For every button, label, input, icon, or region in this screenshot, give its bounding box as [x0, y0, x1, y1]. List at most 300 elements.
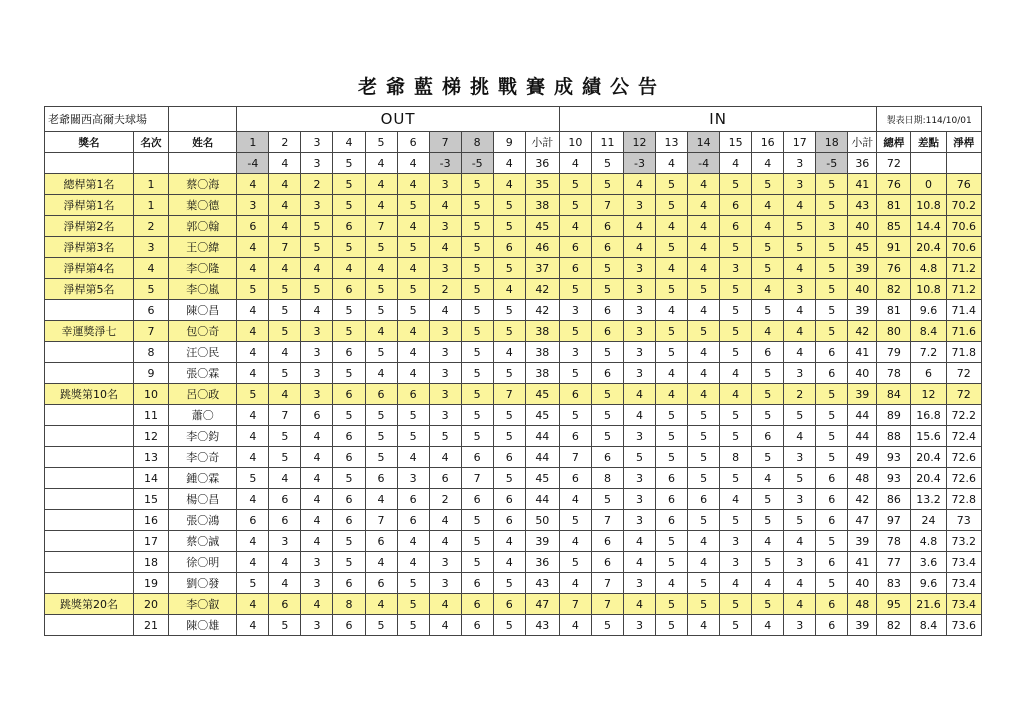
score-cell: 4 — [784, 321, 816, 342]
score-cell: 5 — [333, 363, 365, 384]
player-name: 徐〇明 — [169, 552, 237, 573]
gross-score: 79 — [877, 342, 911, 363]
score-cell: 4 — [752, 615, 784, 636]
score-cell: 4 — [237, 531, 269, 552]
par-value: -4 — [688, 153, 720, 174]
player-row — [45, 531, 982, 552]
hole-header: 10 — [559, 132, 591, 153]
score-cell: 5 — [720, 615, 752, 636]
par-blank — [946, 153, 981, 174]
score-cell: 5 — [720, 342, 752, 363]
score-cell: 5 — [461, 237, 493, 258]
score-cell: 5 — [656, 342, 688, 363]
par-blank — [911, 153, 946, 174]
score-cell: 5 — [816, 384, 848, 405]
score-cell: 2 — [429, 279, 461, 300]
score-cell: 6 — [591, 321, 623, 342]
score-cell: 7 — [591, 573, 623, 594]
score-cell: 5 — [237, 279, 269, 300]
score-cell: 5 — [656, 174, 688, 195]
score-cell: 7 — [269, 237, 301, 258]
score-cell: 4 — [623, 594, 655, 615]
score-cell: 2 — [429, 489, 461, 510]
score-cell: 3 — [429, 384, 461, 405]
gross-score: 77 — [877, 552, 911, 573]
score-cell: 3 — [429, 258, 461, 279]
par-value: 5 — [333, 153, 365, 174]
score-cell: 4 — [688, 258, 720, 279]
score-cell: 4 — [493, 174, 525, 195]
score-cell: 5 — [656, 531, 688, 552]
award-cell: 淨桿第4名 — [45, 258, 134, 279]
score-cell: 5 — [816, 321, 848, 342]
score-cell: 5 — [720, 426, 752, 447]
score-cell: 7 — [591, 510, 623, 531]
score-cell: 5 — [784, 216, 816, 237]
net-score: 72.6 — [946, 447, 981, 468]
score-cell: 4 — [301, 300, 333, 321]
out-subtotal: 44 — [525, 426, 559, 447]
award-cell: 幸運獎淨七 — [45, 321, 134, 342]
score-cell: 3 — [301, 363, 333, 384]
score-cell: 6 — [237, 510, 269, 531]
player-name: 陳〇雄 — [169, 615, 237, 636]
score-cell: 6 — [752, 342, 784, 363]
gross-header: 總桿 — [877, 132, 911, 153]
score-cell: 4 — [656, 363, 688, 384]
score-cell: 5 — [752, 510, 784, 531]
in-subtotal: 47 — [848, 510, 877, 531]
score-cell: 6 — [493, 237, 525, 258]
score-cell: 4 — [752, 573, 784, 594]
score-cell: 5 — [397, 237, 429, 258]
gross-score: 78 — [877, 531, 911, 552]
score-cell: 5 — [656, 552, 688, 573]
award-header: 獎名 — [45, 132, 134, 153]
score-cell: 3 — [429, 573, 461, 594]
net-score: 72.6 — [946, 468, 981, 489]
net-header: 淨桿 — [946, 132, 981, 153]
net-score: 70.6 — [946, 216, 981, 237]
handicap-value: 20.4 — [911, 468, 946, 489]
out-subtotal: 46 — [525, 237, 559, 258]
award-cell: 淨桿第1名 — [45, 195, 134, 216]
par-out-subtotal: 36 — [525, 153, 559, 174]
hole-header: 15 — [720, 132, 752, 153]
in-subtotal: 43 — [848, 195, 877, 216]
score-cell: 5 — [688, 594, 720, 615]
rank-cell: 14 — [133, 468, 168, 489]
score-cell: 6 — [461, 489, 493, 510]
score-cell: 4 — [397, 258, 429, 279]
score-cell: 5 — [591, 405, 623, 426]
par-value: -3 — [623, 153, 655, 174]
hole-header: 18 — [816, 132, 848, 153]
score-cell: 4 — [365, 489, 397, 510]
player-name: 張〇鴻 — [169, 510, 237, 531]
score-cell: 5 — [816, 279, 848, 300]
award-cell: 總桿第1名 — [45, 174, 134, 195]
score-cell: 3 — [559, 300, 591, 321]
rank-cell: 12 — [133, 426, 168, 447]
score-cell: 2 — [301, 174, 333, 195]
score-cell: 4 — [269, 342, 301, 363]
score-cell: 5 — [493, 615, 525, 636]
player-name: 李〇嵐 — [169, 279, 237, 300]
par-value: 4 — [656, 153, 688, 174]
score-cell: 5 — [461, 510, 493, 531]
handicap-value: 8.4 — [911, 321, 946, 342]
rank-cell: 16 — [133, 510, 168, 531]
award-cell — [45, 468, 134, 489]
award-cell: 跳獎第10名 — [45, 384, 134, 405]
net-score: 73.4 — [946, 552, 981, 573]
score-cell: 4 — [784, 531, 816, 552]
in-subtotal: 42 — [848, 489, 877, 510]
rank-cell: 17 — [133, 531, 168, 552]
out-subtotal: 42 — [525, 279, 559, 300]
score-cell: 6 — [333, 279, 365, 300]
score-cell: 5 — [301, 279, 333, 300]
in-subtotal: 40 — [848, 279, 877, 300]
score-cell: 4 — [784, 594, 816, 615]
score-cell: 6 — [237, 216, 269, 237]
score-cell: 4 — [720, 489, 752, 510]
score-cell: 6 — [656, 468, 688, 489]
par-value: 3 — [784, 153, 816, 174]
score-cell: 5 — [559, 405, 591, 426]
score-cell: 6 — [333, 573, 365, 594]
score-cell: 5 — [461, 279, 493, 300]
score-cell: 5 — [720, 174, 752, 195]
score-cell: 4 — [301, 468, 333, 489]
score-cell: 5 — [688, 447, 720, 468]
score-cell: 6 — [301, 405, 333, 426]
score-cell: 4 — [720, 573, 752, 594]
handicap-value: 9.6 — [911, 573, 946, 594]
score-cell: 5 — [237, 573, 269, 594]
score-cell: 4 — [429, 594, 461, 615]
score-cell: 5 — [461, 363, 493, 384]
score-cell: 5 — [461, 426, 493, 447]
award-cell: 淨桿第3名 — [45, 237, 134, 258]
hole-header: 9 — [493, 132, 525, 153]
score-cell: 4 — [623, 174, 655, 195]
net-score: 73.4 — [946, 573, 981, 594]
score-cell: 6 — [591, 363, 623, 384]
score-cell: 6 — [816, 363, 848, 384]
net-score: 71.6 — [946, 321, 981, 342]
score-cell: 3 — [559, 342, 591, 363]
award-cell — [45, 363, 134, 384]
venue-blank — [169, 107, 237, 132]
rank-header: 名次 — [133, 132, 168, 153]
out-section-label: OUT — [237, 107, 560, 132]
score-cell: 6 — [333, 615, 365, 636]
score-cell: 4 — [301, 489, 333, 510]
score-cell: 4 — [269, 174, 301, 195]
in-subtotal: 41 — [848, 342, 877, 363]
rank-cell: 3 — [133, 237, 168, 258]
score-cell: 4 — [784, 195, 816, 216]
par-value: 4 — [397, 153, 429, 174]
hole-header: 11 — [591, 132, 623, 153]
score-cell: 3 — [623, 615, 655, 636]
score-cell: 5 — [656, 279, 688, 300]
score-cell: 4 — [559, 615, 591, 636]
score-cell: 4 — [429, 510, 461, 531]
in-subtotal: 39 — [848, 615, 877, 636]
award-cell — [45, 510, 134, 531]
rank-cell: 15 — [133, 489, 168, 510]
score-cell: 4 — [301, 426, 333, 447]
score-cell: 5 — [559, 552, 591, 573]
score-cell: 5 — [461, 300, 493, 321]
score-cell: 5 — [269, 300, 301, 321]
score-cell: 5 — [559, 174, 591, 195]
score-cell: 5 — [333, 531, 365, 552]
score-cell: 3 — [784, 615, 816, 636]
score-cell: 4 — [688, 237, 720, 258]
score-cell: 6 — [461, 594, 493, 615]
score-cell: 4 — [237, 363, 269, 384]
score-cell: 4 — [365, 321, 397, 342]
in-subtotal: 41 — [848, 552, 877, 573]
handicap-value: 10.8 — [911, 195, 946, 216]
score-cell: 6 — [365, 468, 397, 489]
score-cell: 4 — [623, 384, 655, 405]
score-cell: 3 — [623, 426, 655, 447]
rank-cell: 5 — [133, 279, 168, 300]
score-cell: 4 — [752, 279, 784, 300]
score-cell: 5 — [752, 174, 784, 195]
rank-cell: 8 — [133, 342, 168, 363]
score-cell: 3 — [301, 573, 333, 594]
score-cell: 7 — [365, 216, 397, 237]
score-cell: 4 — [752, 216, 784, 237]
score-cell: 6 — [333, 216, 365, 237]
score-cell: 3 — [720, 552, 752, 573]
score-cell: 5 — [365, 279, 397, 300]
score-cell: 5 — [269, 426, 301, 447]
score-cell: 5 — [333, 300, 365, 321]
score-cell: 3 — [429, 342, 461, 363]
score-cell: 5 — [365, 405, 397, 426]
score-cell: 5 — [752, 363, 784, 384]
score-cell: 4 — [623, 405, 655, 426]
par-blank — [169, 153, 237, 174]
score-cell: 6 — [397, 510, 429, 531]
player-row — [45, 405, 982, 426]
in-subtotal: 40 — [848, 573, 877, 594]
net-score: 71.2 — [946, 258, 981, 279]
score-cell: 3 — [623, 342, 655, 363]
out-subtotal: 47 — [525, 594, 559, 615]
handicap-value: 20.4 — [911, 237, 946, 258]
score-cell: 3 — [623, 510, 655, 531]
score-cell: 4 — [237, 321, 269, 342]
score-cell: 8 — [591, 468, 623, 489]
score-cell: 5 — [591, 258, 623, 279]
net-score: 72.8 — [946, 489, 981, 510]
net-score: 72.4 — [946, 426, 981, 447]
in-subtotal: 39 — [848, 384, 877, 405]
score-cell: 5 — [397, 405, 429, 426]
player-row — [45, 363, 982, 384]
score-cell: 6 — [461, 615, 493, 636]
score-cell: 4 — [429, 300, 461, 321]
score-cell: 4 — [269, 195, 301, 216]
score-cell: 6 — [591, 531, 623, 552]
score-cell: 6 — [333, 426, 365, 447]
in-subtotal: 45 — [848, 237, 877, 258]
score-cell: 5 — [333, 237, 365, 258]
out-subtotal: 38 — [525, 195, 559, 216]
score-cell: 5 — [720, 594, 752, 615]
par-value: -5 — [816, 153, 848, 174]
score-cell: 5 — [397, 573, 429, 594]
score-cell: 5 — [720, 405, 752, 426]
gross-score: 81 — [877, 300, 911, 321]
par-value: 3 — [301, 153, 333, 174]
score-cell: 5 — [591, 174, 623, 195]
player-name: 包〇奇 — [169, 321, 237, 342]
in-subtotal: 39 — [848, 300, 877, 321]
score-cell: 4 — [397, 342, 429, 363]
player-row — [45, 216, 982, 237]
player-row — [45, 510, 982, 531]
net-score: 72 — [946, 384, 981, 405]
award-cell: 淨桿第5名 — [45, 279, 134, 300]
score-cell: 7 — [559, 594, 591, 615]
score-cell: 6 — [559, 426, 591, 447]
score-cell: 4 — [237, 342, 269, 363]
score-cell: 6 — [752, 426, 784, 447]
in-subtotal: 41 — [848, 174, 877, 195]
out-subtotal: 38 — [525, 321, 559, 342]
score-cell: 3 — [623, 279, 655, 300]
hole-header: 5 — [365, 132, 397, 153]
score-cell: 4 — [365, 594, 397, 615]
score-cell: 5 — [333, 405, 365, 426]
score-cell: 5 — [333, 195, 365, 216]
score-cell: 5 — [784, 405, 816, 426]
gross-score: 93 — [877, 447, 911, 468]
net-score: 71.4 — [946, 300, 981, 321]
score-cell: 4 — [429, 237, 461, 258]
score-cell: 6 — [333, 510, 365, 531]
score-cell: 5 — [461, 405, 493, 426]
score-cell: 5 — [333, 552, 365, 573]
player-row — [45, 279, 982, 300]
score-cell: 5 — [591, 489, 623, 510]
net-score: 73 — [946, 510, 981, 531]
score-cell: 8 — [720, 447, 752, 468]
player-row — [45, 615, 982, 636]
score-cell: 4 — [623, 552, 655, 573]
score-cell: 5 — [301, 216, 333, 237]
score-cell: 4 — [365, 195, 397, 216]
award-cell — [45, 342, 134, 363]
score-cell: 3 — [623, 363, 655, 384]
score-cell: 5 — [688, 510, 720, 531]
score-cell: 4 — [397, 447, 429, 468]
score-cell: 4 — [752, 321, 784, 342]
report-date: 製表日期:114/10/01 — [877, 107, 982, 132]
score-cell: 5 — [784, 510, 816, 531]
score-cell: 4 — [365, 363, 397, 384]
score-cell: 6 — [816, 510, 848, 531]
player-row — [45, 489, 982, 510]
score-cell: 5 — [493, 405, 525, 426]
par-blank — [45, 153, 134, 174]
score-cell: 6 — [816, 552, 848, 573]
player-name: 楊〇昌 — [169, 489, 237, 510]
score-cell: 5 — [365, 237, 397, 258]
score-cell: 5 — [752, 489, 784, 510]
handicap-value: 20.4 — [911, 447, 946, 468]
score-cell: 3 — [429, 405, 461, 426]
net-score: 70.6 — [946, 237, 981, 258]
score-cell: 4 — [688, 363, 720, 384]
score-cell: 6 — [333, 384, 365, 405]
score-cell: 5 — [816, 531, 848, 552]
player-row — [45, 573, 982, 594]
score-cell: 6 — [591, 237, 623, 258]
score-cell: 5 — [333, 468, 365, 489]
out-subtotal: 44 — [525, 447, 559, 468]
score-cell: 6 — [365, 573, 397, 594]
in-subtotal-header: 小計 — [848, 132, 877, 153]
hole-header: 12 — [623, 132, 655, 153]
score-cell: 5 — [237, 468, 269, 489]
award-cell — [45, 615, 134, 636]
out-subtotal: 45 — [525, 384, 559, 405]
handicap-value: 13.2 — [911, 489, 946, 510]
score-cell: 7 — [493, 384, 525, 405]
score-cell: 6 — [591, 552, 623, 573]
score-cell: 5 — [269, 279, 301, 300]
score-cell: 5 — [559, 363, 591, 384]
venue-label: 老爺關西高爾夫球場 — [45, 107, 169, 132]
score-cell: 4 — [688, 174, 720, 195]
score-cell: 3 — [720, 258, 752, 279]
score-cell: 4 — [429, 531, 461, 552]
score-cell: 4 — [688, 195, 720, 216]
score-cell: 3 — [784, 279, 816, 300]
par-value: 4 — [365, 153, 397, 174]
score-cell: 5 — [365, 615, 397, 636]
par-in-subtotal: 36 — [848, 153, 877, 174]
gross-score: 80 — [877, 321, 911, 342]
score-cell: 6 — [333, 342, 365, 363]
score-cell: 4 — [688, 531, 720, 552]
player-name: 張〇霖 — [169, 363, 237, 384]
award-cell — [45, 300, 134, 321]
score-cell: 5 — [461, 216, 493, 237]
score-cell: 5 — [656, 405, 688, 426]
score-cell: 5 — [493, 216, 525, 237]
score-cell: 5 — [461, 174, 493, 195]
net-score: 76 — [946, 174, 981, 195]
score-cell: 5 — [816, 195, 848, 216]
rank-cell: 9 — [133, 363, 168, 384]
score-cell: 6 — [269, 510, 301, 531]
player-name: 郭〇翰 — [169, 216, 237, 237]
score-cell: 4 — [237, 615, 269, 636]
rank-cell: 18 — [133, 552, 168, 573]
score-cell: 5 — [752, 552, 784, 573]
